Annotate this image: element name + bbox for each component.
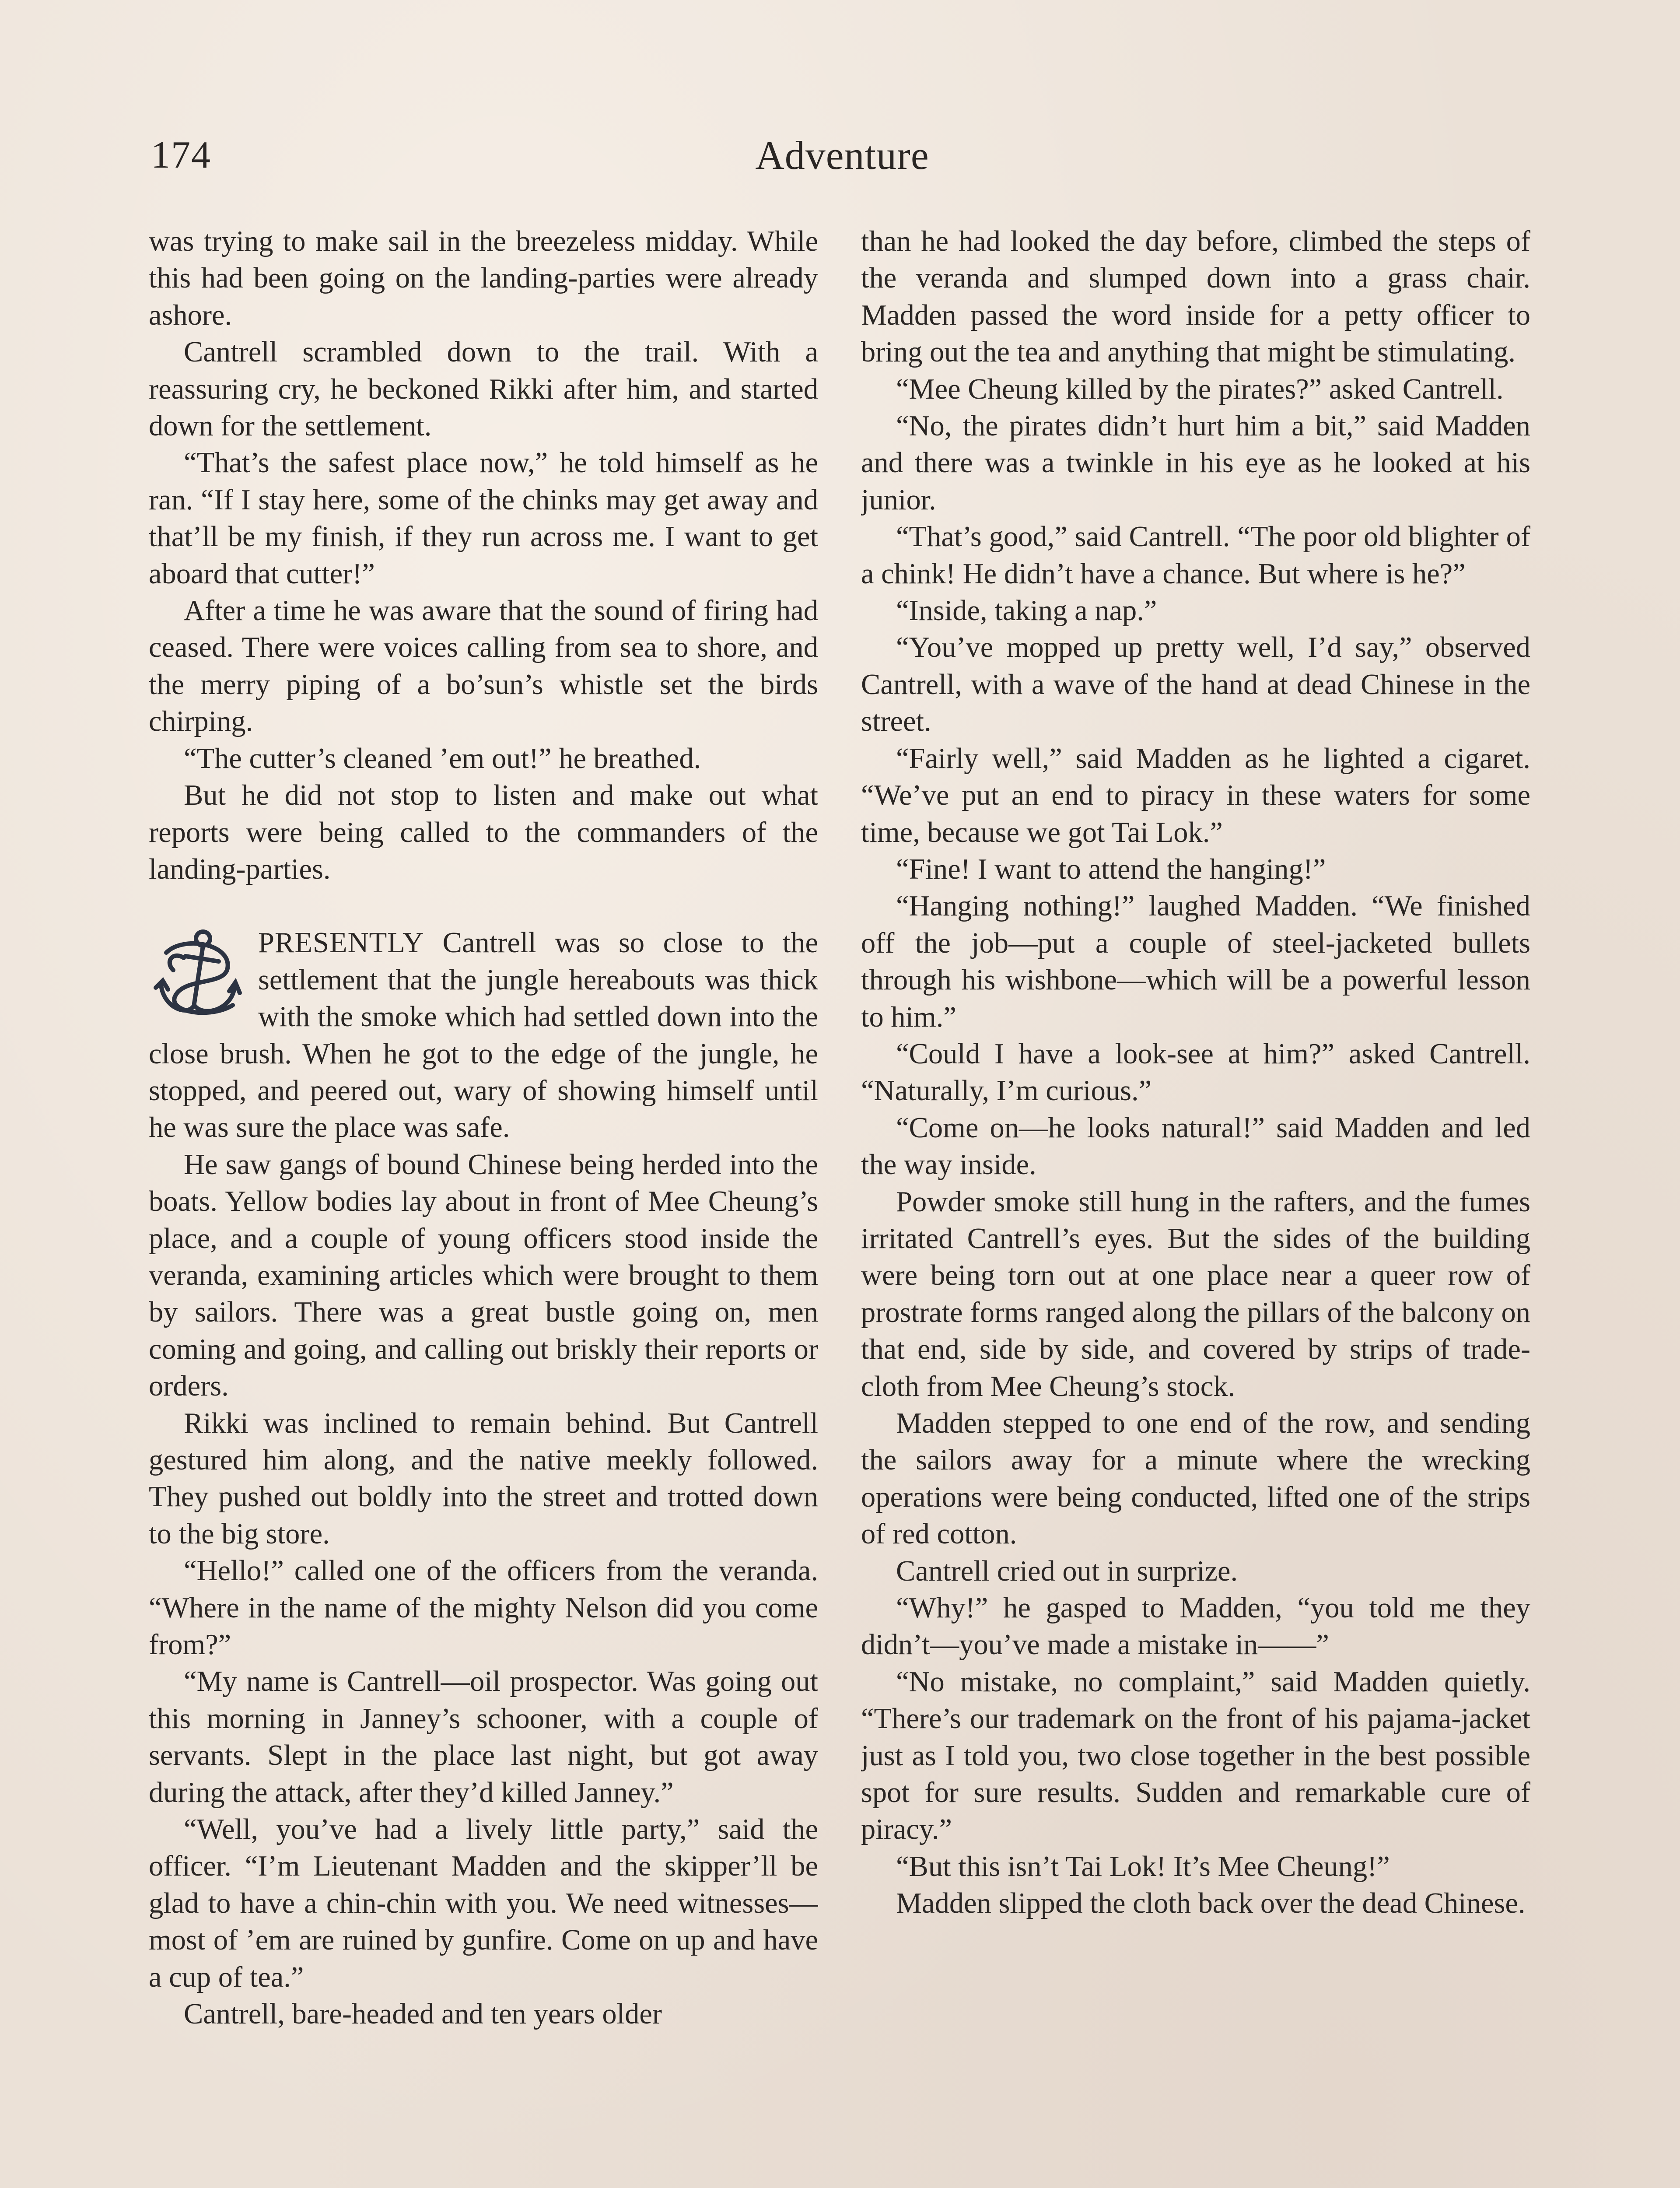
paragraph: “Fairly well,” said Madden as he lighted a cigaret. “We’ve put an end to piracy in these waters for some time, because we got Tai Lok.” xyxy=(861,742,1530,849)
paragraph: Madden stepped to one end of the row, and sending the sailors away for a minute where the wrecking operations were being conducted, lifted one of the strips of red cotton. xyxy=(861,1407,1530,1550)
paragraph: “Fine! I want to attend the hanging!” xyxy=(896,853,1326,885)
drop-paragraph-text: Cantrell was so close to the settlement that the jungle hereabouts was thick with the smoke which had settled down into the close brush. When he got to the edge of the jungle, he stopped, and peered out, wary of showing himself until he was sure the place was safe. xyxy=(149,927,818,1144)
page-header xyxy=(151,127,1533,184)
paragraph: “No mistake, no complaint,” said Madden quietly. “There’s our trademark on the front of his pajama-jacket just as I told you, two close together in the best possible spot for sure results. Sudden and remarkable cure of piracy.” xyxy=(861,1666,1530,1846)
right-column xyxy=(861,223,1530,2188)
paragraph: “Hanging nothing!” laughed Madden. “We finished off the job—put a couple of steel-jacketed bullets through his wishbone—which will be a powerful lesson to him.” xyxy=(861,890,1530,1033)
paragraph: But he did not stop to listen and make out what reports were being called to the commanders of the landing-parties. xyxy=(149,779,818,885)
paragraph: “Could I have a look-see at him?” asked Cantrell. “Naturally, I’m curious.” xyxy=(861,1038,1530,1107)
left-column xyxy=(149,223,818,2188)
paragraph: than he had looked the day before, climbed the steps of the veranda and slumped down into a grass chair. Madden passed the word inside for a petty officer to bring out the tea and anything that might be stimulating. xyxy=(861,225,1530,368)
paragraph: “That’s good,” said Cantrell. “The poor old blighter of a chink! He didn’t have a chance. But where is he?” xyxy=(861,521,1530,590)
paragraph: “The cutter’s cleaned ’em out!” he breathed. xyxy=(184,742,701,775)
paragraph: He saw gangs of bound Chinese being herded into the boats. Yellow bodies lay about in front of Mee Cheung’s place, and a couple of young officers stood inside the veranda, examining articles which were brought to them by sailors. There was a great bustle going on, men coming and going, and calling out briskly their reports or orders. xyxy=(149,1148,818,1403)
paragraph: Madden slipped the cloth back over the dead Chinese. xyxy=(896,1887,1526,1920)
paragraph: “You’ve mopped up pretty well, I’d say,” observed Cantrell, with a wave of the hand at dead Chinese in the street. xyxy=(861,631,1530,738)
paragraph: “Why!” he gasped to Madden, “you told me they didn’t—you’ve made a mistake in——” xyxy=(861,1592,1530,1661)
paragraph: After a time he was aware that the sound of firing had ceased. There were voices calling from sea to shore, and the merry piping of a bo’sun’s whistle set the birds chirping. xyxy=(149,595,818,738)
paragraph: “Well, you’ve had a lively little party,” said the officer. “I’m Lieutenant Madden and the skipper’ll be glad to have a chin-chin with you. We need witnesses—most of ’em are ruined by gunfire. Come on up and have a cup of tea.” xyxy=(149,1813,818,1993)
anchor-icon xyxy=(149,926,245,1027)
paragraph: Cantrell cried out in surprize. xyxy=(896,1555,1238,1587)
paragraph: Cantrell, bare-headed and ten years older xyxy=(184,1998,662,2030)
page-number: 174 xyxy=(151,134,211,176)
paragraph: “But this isn’t Tai Lok! It’s Mee Cheung!” xyxy=(896,1850,1390,1883)
section-opening-paragraph xyxy=(149,925,818,1146)
paragraph: “No, the pirates didn’t hurt him a bit,” said Madden and there was a twinkle in his eye as he looked at his junior. xyxy=(861,410,1530,516)
paragraph: “Inside, taking a nap.” xyxy=(896,595,1157,627)
paragraph: Cantrell scrambled down to the trail. With a reassuring cry, he beckoned Rikki after him, and started down for the settlement. xyxy=(149,336,818,442)
paragraph: “Hello!” called one of the officers from the veranda. “Where in the name of the mighty Nelson did you come from?” xyxy=(149,1555,818,1661)
paragraph: Rikki was inclined to remain behind. But Cantrell gestured him along, and the native meekly followed. They pushed out boldly into the street and trotted down to the big store. xyxy=(149,1407,818,1550)
paragraph: “That’s the safest place now,” he told himself as he ran. “If I stay here, some of the chinks may get away and that’ll be my finish, if they run across me. I want to get aboard that cutter!” xyxy=(149,447,818,590)
running-title: Adventure xyxy=(755,133,929,178)
paragraph: was trying to make sail in the breezeless midday. While this had been going on the landing-parties were already ashore. xyxy=(149,225,818,331)
drop-word: PRESENTLY xyxy=(258,927,424,959)
paragraph: “My name is Cantrell—oil prospector. Was going out this morning in Janney’s schooner, with a couple of servants. Slept in the place last night, but got away during the attack, after they’d killed Janney.” xyxy=(149,1666,818,1809)
paragraph: “Come on—he looks natural!” said Madden and led the way inside. xyxy=(861,1112,1530,1181)
paragraph: “Mee Cheung killed by the pirates?” asked Cantrell. xyxy=(896,373,1504,405)
paragraph: Powder smoke still hung in the rafters, and the fumes irritated Cantrell’s eyes. But the sides of the building were being torn out at one place near a queer row of prostrate forms ranged along the pillars of the balcony on that end, side by side, and covered by strips of trade-cloth from Mee Cheung’s stock. xyxy=(861,1185,1530,1403)
section-break xyxy=(149,888,818,925)
